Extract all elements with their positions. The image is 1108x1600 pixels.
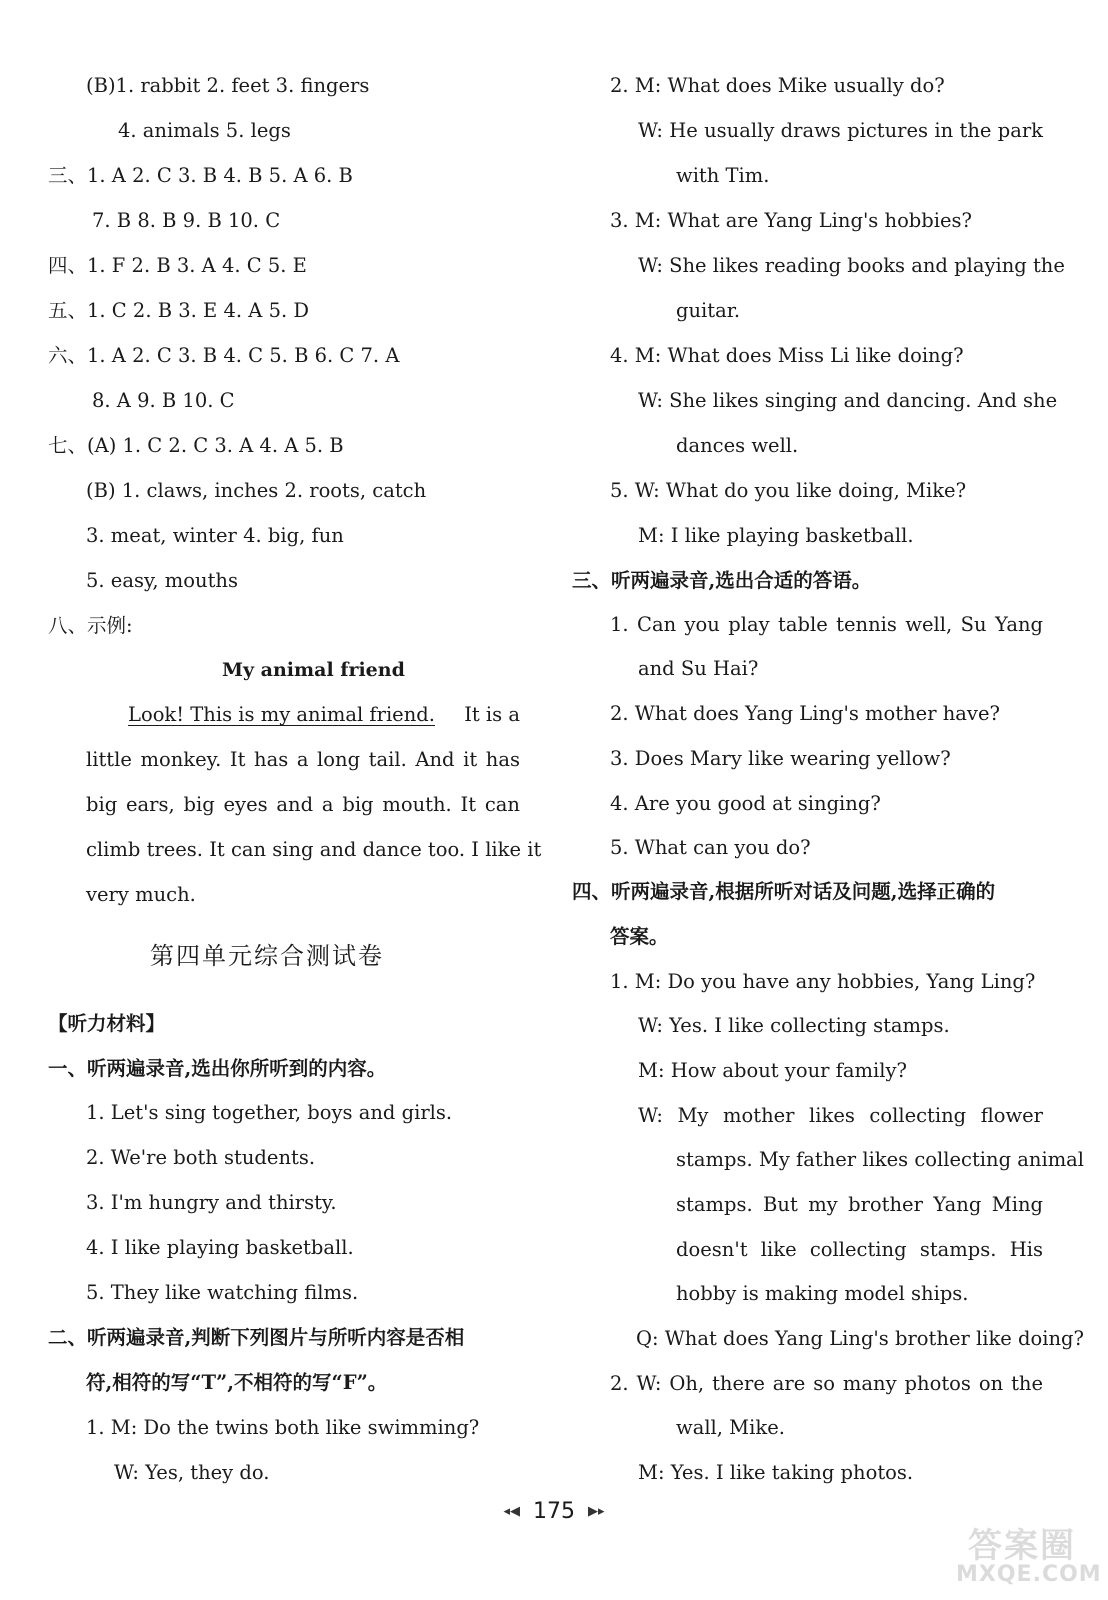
answer-line: 四、1. F 2. B 3. A 4. C 5. E — [48, 254, 307, 277]
answer-line: 八、示例: — [48, 614, 133, 637]
dialogue-line: 1. M: Do the twins both like swimming? — [86, 1416, 480, 1439]
page-footer — [0, 1498, 1108, 1524]
dialogue-line: wall, Mike. — [676, 1416, 785, 1439]
section-heading: 四、听两遍录音,根据所听对话及问题,选择正确的 — [572, 880, 996, 903]
listening-item: and Su Hai? — [638, 657, 759, 680]
watermark-url: MXQE.COM — [956, 1562, 1102, 1587]
dialogue-line: 2. M: What does Mike usually do? — [610, 74, 945, 97]
material-label: 【听力材料】 — [48, 1012, 166, 1035]
essay-title: My animal friend — [222, 659, 405, 681]
listening-item: 2. What does Yang Ling's mother have? — [610, 702, 1000, 725]
answer-line: 7. B 8. B 9. B 10. C — [92, 209, 281, 232]
section-heading: 一、听两遍录音,选出你所听到的内容。 — [48, 1057, 387, 1080]
next-page-icon[interactable]: ▶▸ — [588, 1503, 605, 1519]
dialogue-line: M: I like playing basketball. — [638, 524, 914, 547]
dialogue-line: with Tim. — [676, 164, 770, 187]
dialogue-line: 3. M: What are Yang Ling's hobbies? — [610, 209, 973, 232]
answer-line: 五、1. C 2. B 3. E 4. A 5. D — [48, 299, 310, 322]
listening-item: 5. What can you do? — [610, 836, 811, 859]
dialogue-line: 4. M: What does Miss Li like doing? — [610, 344, 964, 367]
listening-item: 3. Does Mary like wearing yellow? — [610, 747, 951, 770]
dialogue-line: guitar. — [676, 299, 741, 322]
answer-line: 七、(A) 1. C 2. C 3. A 4. A 5. B — [48, 434, 344, 457]
dialogue-line: stamps. But my brother Yang Ming — [676, 1193, 1043, 1216]
listening-item: 4. I like playing basketball. — [86, 1236, 354, 1259]
listening-item: 1. Let's sing together, boys and girls. — [86, 1101, 453, 1124]
dialogue-line: stamps. My father likes collecting animal — [676, 1148, 1085, 1171]
answer-line: 8. A 9. B 10. C — [92, 389, 235, 412]
dialogue-line: doesn't like collecting stamps. His — [676, 1238, 1043, 1261]
essay-line: little monkey. It has a long tail. And it has — [86, 748, 520, 771]
section-heading: 符,相符的写“T”,不相符的写“F”。 — [86, 1371, 388, 1394]
dialogue-line: W: She likes reading books and playing the — [638, 254, 1065, 277]
dialogue-line: W: My mother likes collecting flower — [638, 1104, 1043, 1127]
dialogue-question: Q: What does Yang Ling's brother like doing? — [636, 1327, 1084, 1350]
essay-line: very much. — [86, 883, 196, 906]
answer-line: (B)1. rabbit 2. feet 3. fingers — [86, 74, 370, 97]
answer-line: (B) 1. claws, inches 2. roots, catch — [86, 479, 427, 502]
page-number: 175 — [533, 1498, 575, 1524]
answer-line: 三、1. A 2. C 3. B 4. B 5. A 6. B — [48, 164, 353, 187]
dialogue-line: W: She likes singing and dancing. And she — [638, 389, 1058, 412]
dialogue-line: W: He usually draws pictures in the park — [638, 119, 1043, 142]
listening-item: 2. We're both students. — [86, 1146, 316, 1169]
listening-item: 4. Are you good at singing? — [610, 792, 881, 815]
dialogue-line: M: How about your family? — [638, 1059, 907, 1082]
section-heading: 二、听两遍录音,判断下列图片与所听内容是否相 — [48, 1326, 465, 1349]
listening-item: 5. They like watching films. — [86, 1281, 359, 1304]
answer-line: 5. easy, mouths — [86, 569, 238, 592]
dialogue-line: W: Yes. I like collecting stamps. — [638, 1014, 950, 1037]
essay-line: climb trees. It can sing and dance too. I like it — [86, 838, 542, 861]
answer-line: 3. meat, winter 4. big, fun — [86, 524, 344, 547]
listening-item: 3. I'm hungry and thirsty. — [86, 1191, 337, 1214]
essay-line — [128, 701, 520, 729]
dialogue-line: M: Yes. I like taking photos. — [638, 1461, 914, 1484]
listening-item: 1. Can you play table tennis well, Su Yang — [610, 613, 1043, 636]
section-heading: 三、听两遍录音,选出合适的答语。 — [572, 569, 872, 592]
dialogue-line: W: Yes, they do. — [114, 1461, 270, 1484]
watermark-logo — [950, 1518, 1100, 1594]
answer-line: 4. animals 5. legs — [118, 119, 291, 142]
essay-text: It is a — [464, 703, 520, 726]
dialogue-line: 2. W: Oh, there are so many photos on the — [610, 1372, 1043, 1395]
answer-line: 六、1. A 2. C 3. B 4. C 5. B 6. C 7. A — [48, 344, 400, 367]
watermark-text: 答案圈 — [968, 1526, 1076, 1566]
essay-line: big ears, big eyes and a big mouth. It can — [86, 793, 520, 816]
previous-page-icon[interactable]: ◂◀ — [503, 1503, 520, 1519]
dialogue-line: 1. M: Do you have any hobbies, Yang Ling? — [610, 970, 1036, 993]
dialogue-line: 5. W: What do you like doing, Mike? — [610, 479, 967, 502]
essay-opening: Look! This is my animal friend. — [128, 703, 435, 726]
dialogue-line: dances well. — [676, 434, 799, 457]
section-title: 第四单元综合测试卷 — [150, 942, 384, 970]
section-heading: 答案。 — [610, 925, 669, 948]
dialogue-line: hobby is making model ships. — [676, 1282, 969, 1305]
